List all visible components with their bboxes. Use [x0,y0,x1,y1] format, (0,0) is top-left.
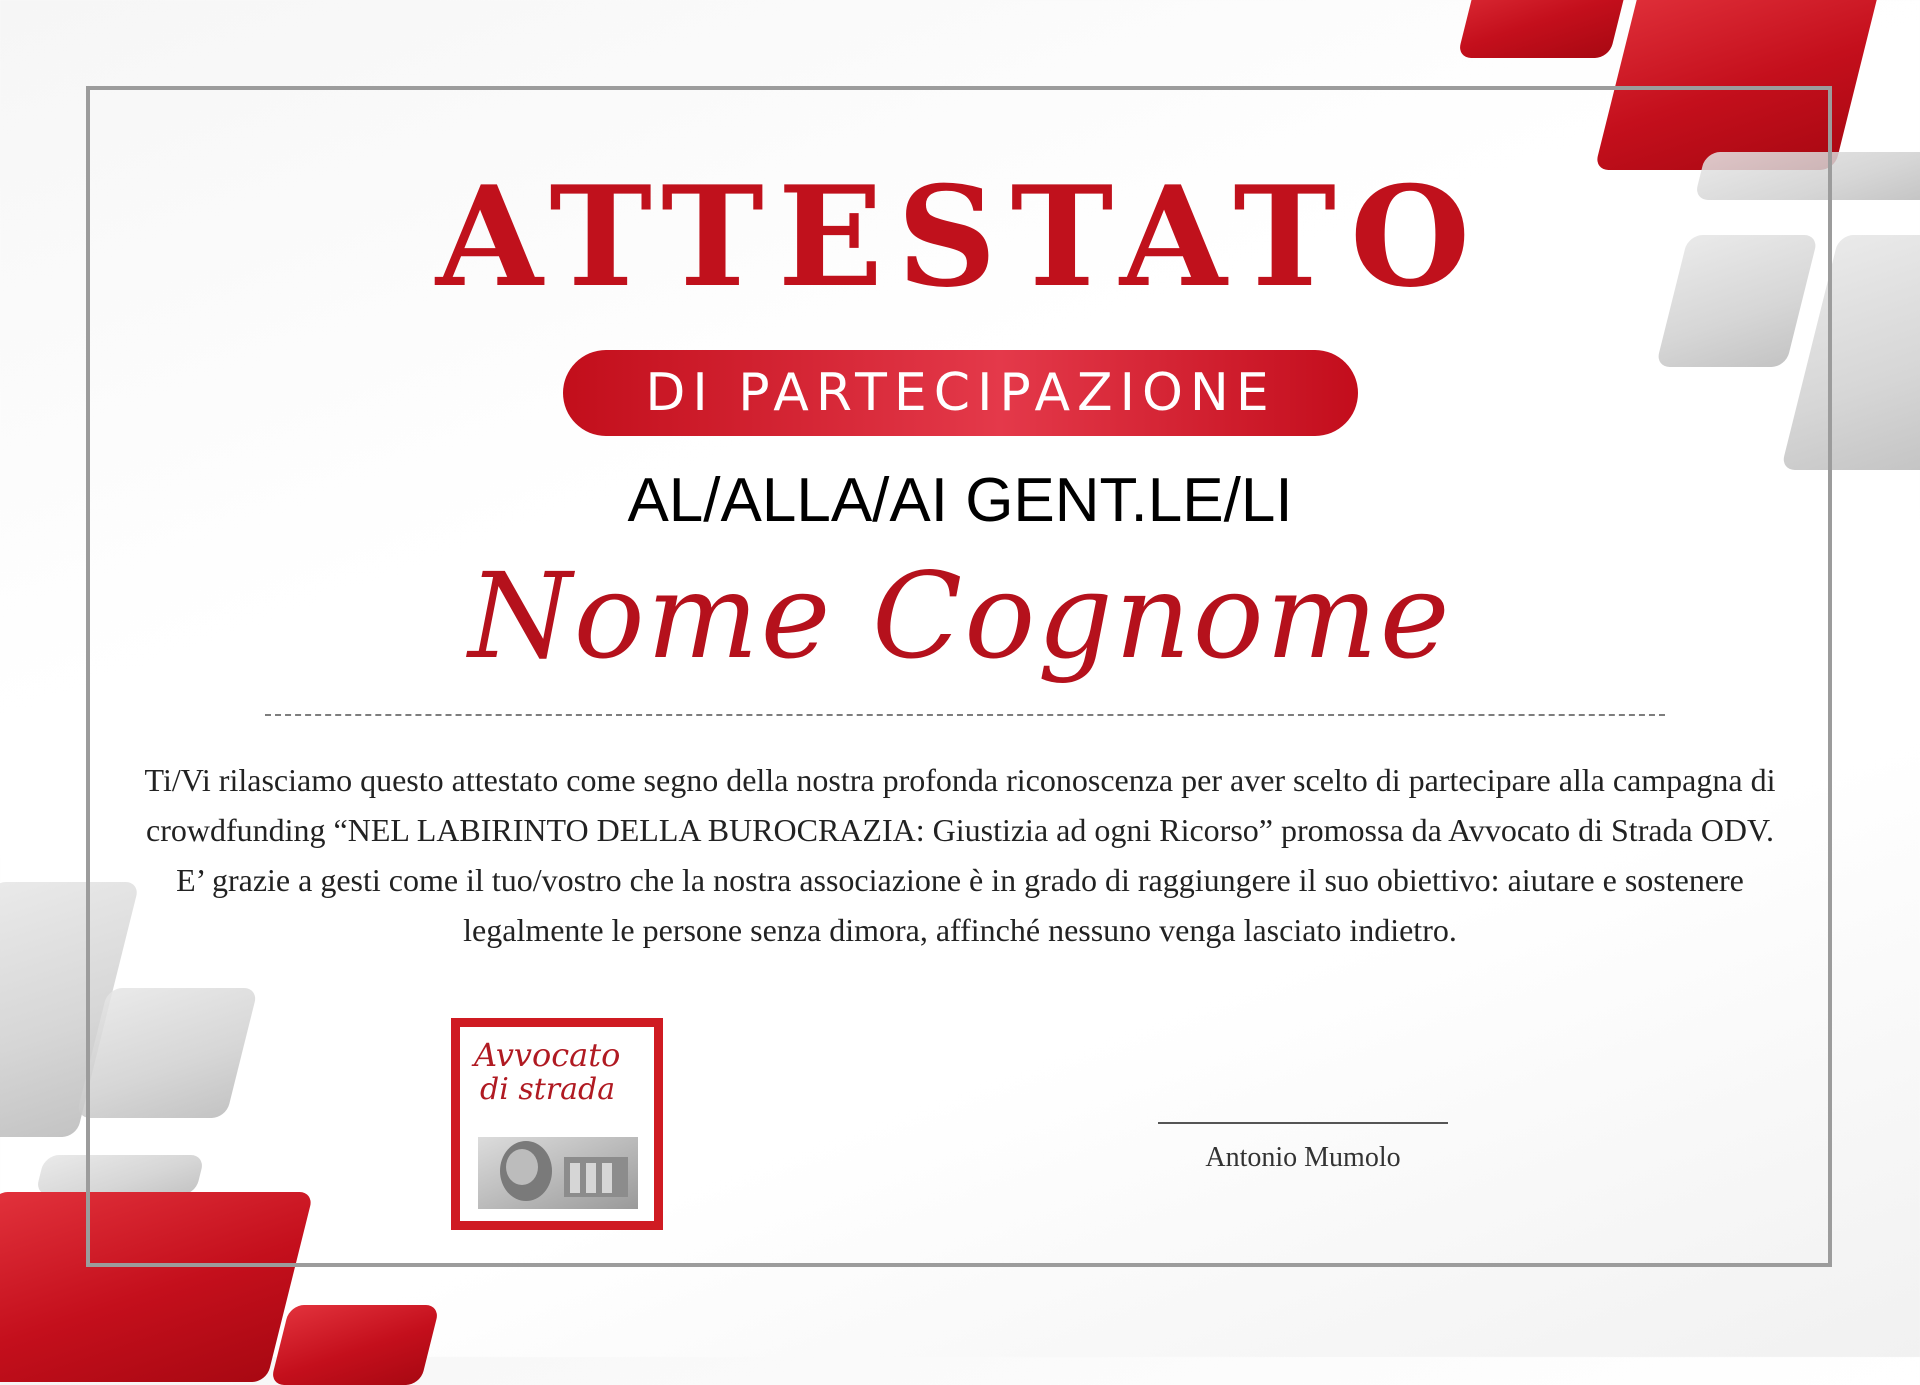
signature-line [1158,1122,1448,1124]
decor-red-bottom-small [270,1305,440,1385]
name-divider [265,714,1665,716]
logo-photo-image [478,1137,638,1209]
recipient-label: AL/ALLA/AI GENT.LE/LI [627,466,1293,535]
signature-name: Antonio Mumolo [1205,1142,1401,1173]
logo-text-line2: di strada [480,1072,616,1107]
logo-inner [460,1027,654,1221]
subtitle-banner: DI PARTECIPAZIONE [563,350,1358,436]
decor-red-top-small [1457,0,1631,58]
association-logo [451,1018,663,1230]
recipient-name: Nome Cognome [468,547,1452,685]
certificate-title: ATTESTATO [435,155,1485,318]
certificate-body-text: Ti/Vi rilasciamo questo attestato come segno della nostra profonda riconoscenza per aver scelto di partecipare alla campagna di crowdfunding “NEL LABIRINTO DELLA BUROCRAZIA: Giustizia ad ogni Ricorso” promossa da Avvocato di Strada ODV. E’ grazie a gesti come il tuo/vostro che la nostra associazione è in grado di raggiungere il suo obiettivo: aiutare e sostenere legalmente le persone senza dimora, affinché nessuno venga lasciato indietro. [144,762,1776,948]
logo-text-line1: Avvocato [474,1036,621,1074]
